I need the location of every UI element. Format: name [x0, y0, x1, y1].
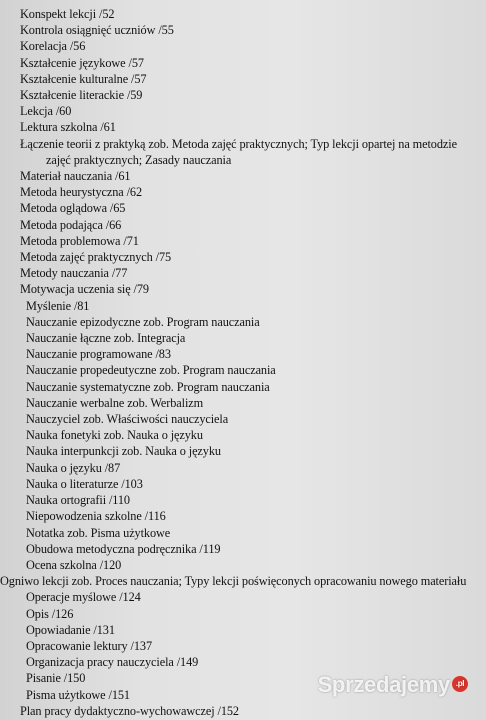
- index-entry: Kształcenie literackie /59: [20, 88, 143, 103]
- index-entry: Kontrola osiągnięć uczniów /55: [20, 23, 174, 38]
- index-entry: Kształcenie kulturalne /57: [20, 71, 147, 86]
- index-entry: Materiał nauczania /61: [20, 169, 131, 184]
- index-entry: Ogniwo lekcji zob. Proces nauczania; Typy lekcji poświęconych opracowaniu nowego materiału: [0, 574, 467, 589]
- index-entry: Metoda problemowa /71: [20, 233, 139, 248]
- index-entry: Nauczanie łączne zob. Integracja: [26, 331, 186, 346]
- index-entry: Motywacja uczenia się /79: [20, 282, 149, 297]
- index-entry: Obudowa metodyczna podręcznika /119: [26, 541, 221, 556]
- index-entry: Metoda zajęć praktycznych /75: [20, 250, 172, 265]
- index-entry: Nauczanie epizodyczne zob. Program nauczania: [26, 314, 260, 329]
- index-entry: Organizacja pracy nauczyciela /149: [26, 655, 199, 670]
- watermark-text: Sprzedajemy: [317, 672, 450, 697]
- index-entry: Metody nauczania /77: [20, 266, 128, 281]
- index-entry: Ocena szkolna /120: [26, 557, 122, 572]
- index-entry: Opracowanie lektury /137: [26, 638, 152, 653]
- index-entry: Łączenie teorii z praktyką zob. Metoda zajęć praktycznych; Typ lekcji opartej na metodzie zajęć praktycznych; Zasady nauczania: [20, 136, 457, 167]
- index-entry: Nauka interpunkcji zob. Nauka o języku: [26, 444, 221, 459]
- index-entry: Notatka zob. Pisma użytkowe: [26, 525, 171, 540]
- index-entry: Nauczanie propedeutyczne zob. Program nauczania: [26, 363, 276, 378]
- sprzedajemy-watermark-logo: [318, 672, 468, 698]
- index-entry: Konspekt lekcji /52: [20, 7, 115, 21]
- index-entry: Opowiadanie /131: [26, 622, 115, 637]
- watermark-badge: .pl: [452, 676, 468, 692]
- index-entry: Metoda oglądowa /65: [20, 201, 126, 216]
- index-entry: Operacje myślowe /124: [26, 590, 141, 605]
- index-entry: Lektura szkolna /61: [20, 120, 116, 135]
- index-entry: Myślenie /81: [26, 298, 90, 313]
- index-entry: Nauczanie systematyczne zob. Program nauczania: [26, 379, 270, 394]
- index-entry: Nauczanie programowane /83: [26, 347, 171, 362]
- index-entry: Korelacja /56: [20, 39, 86, 54]
- index-entry: Nauczyciel zob. Właściwości nauczyciela: [26, 412, 229, 427]
- index-entry: Metoda heurystyczna /62: [20, 185, 142, 200]
- index-entry: Nauczanie werbalne zob. Werbalizm: [26, 395, 204, 410]
- index-entry: Niepowodzenia szkolne /116: [26, 509, 166, 524]
- index-entry: Nauka o języku /87: [26, 460, 121, 475]
- index-entry: Pisanie /150: [26, 671, 86, 686]
- index-entry: Nauka o literaturze /103: [26, 476, 143, 491]
- index-entry: Metoda podająca /66: [20, 217, 122, 232]
- index-entry: Lekcja /60: [20, 104, 72, 119]
- index-entry-list: [0, 6, 475, 719]
- index-entry: Nauka fonetyki zob. Nauka o języku: [26, 428, 203, 443]
- index-entry: Pisma użytkowe /151: [26, 687, 130, 702]
- index-entry: Kształcenie językowe /57: [20, 55, 144, 70]
- index-entry: Opis /126: [26, 606, 74, 621]
- index-entry: Plan pracy dydaktyczno-wychowawczej /152: [20, 703, 239, 718]
- index-entry: Nauka ortografii /110: [26, 493, 130, 508]
